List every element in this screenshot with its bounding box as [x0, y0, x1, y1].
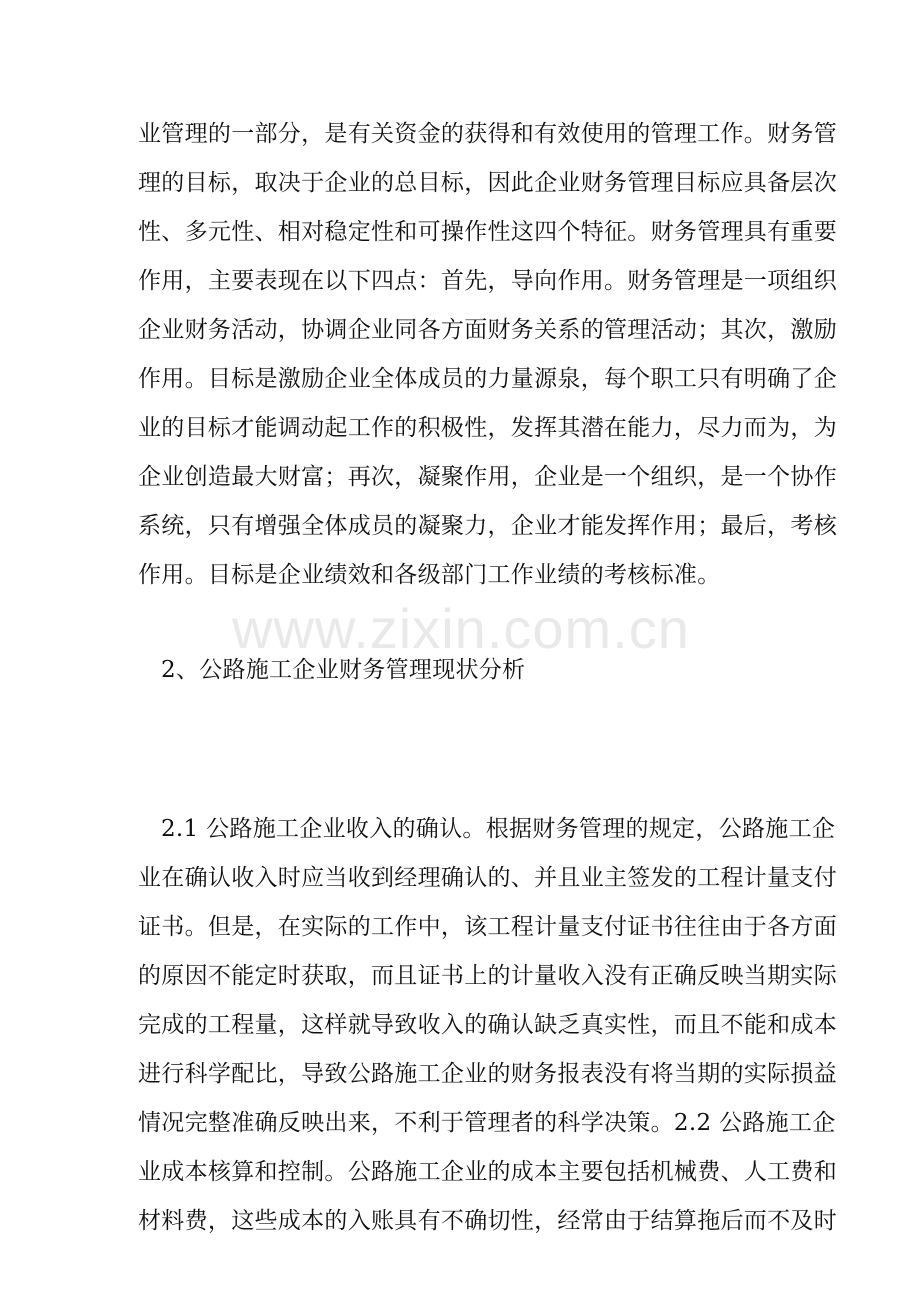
paragraph-line: 理的目标，取决于企业的总目标，因此企业财务管理目标应具备层次 [138, 170, 837, 196]
paragraph-line: 业在确认收入时应当收到经理确认的、并且业主签发的工程计量支付 [138, 865, 837, 891]
section-heading-text: 2、公路施工企业财务管理现状分析 [161, 657, 526, 683]
paragraph-line: 情况完整准确反映出来，不利于管理者的科学决策。2.2 公路施工企 [138, 1110, 836, 1136]
paragraph-line: 材料费，这些成本的入账具有不确切性，经常由于结算拖后而不及时 [138, 1208, 837, 1234]
paragraph-line: 作用。目标是激励企业全体成员的力量源泉，每个职工只有明确了企 [138, 366, 837, 392]
paragraph-line: 企业创造最大财富；再次，凝聚作用，企业是一个组织，是一个协作 [138, 464, 837, 490]
watermark: www.zixin.com.cn [232, 597, 690, 660]
paragraph-line: 证书。但是，在实际的工作中，该工程计量支付证书往往由于各方面 [138, 914, 837, 940]
body-paragraph-1 [138, 110, 837, 600]
paragraph-line: 性、多元性、相对稳定性和可操作性这四个特征。财务管理具有重要 [138, 219, 837, 245]
paragraph-line: 业管理的一部分，是有关资金的获得和有效使用的管理工作。财务管 [138, 121, 837, 147]
paragraph-line: 完成的工程量，这样就导致收入的确认缺乏真实性，而且不能和成本 [138, 1012, 837, 1038]
paragraph-line: 系统，只有增强全体成员的凝聚力，企业才能发挥作用；最后，考核 [138, 513, 837, 539]
paragraph-line: 企业财务活动，协调企业同各方面财务关系的管理活动；其次，激励 [138, 317, 837, 343]
paragraph-line: 作用，主要表现在以下四点：首先，导向作用。财务管理是一项组织 [138, 268, 837, 294]
paragraph-line: 的原因不能定时获取，而且证书上的计量收入没有正确反映当期实际 [138, 963, 837, 989]
paragraph-line: 进行科学配比，导致公路施工企业的财务报表没有将当期的实际损益 [138, 1061, 837, 1087]
section-heading [138, 646, 788, 695]
paragraph-line: 业成本核算和控制。公路施工企业的成本主要包括机械费、人工费和 [138, 1159, 837, 1185]
paragraph-line: 2.1 公路施工企业收入的确认。根据财务管理的规定，公路施工企 [161, 816, 836, 842]
paragraph-line: 业的目标才能调动起工作的积极性，发挥其潜在能力，尽力而为，为 [138, 415, 837, 441]
body-paragraph-2 [138, 805, 837, 1246]
paragraph-line: 作用。目标是企业绩效和各级部门工作业绩的考核标准。 [138, 562, 721, 588]
